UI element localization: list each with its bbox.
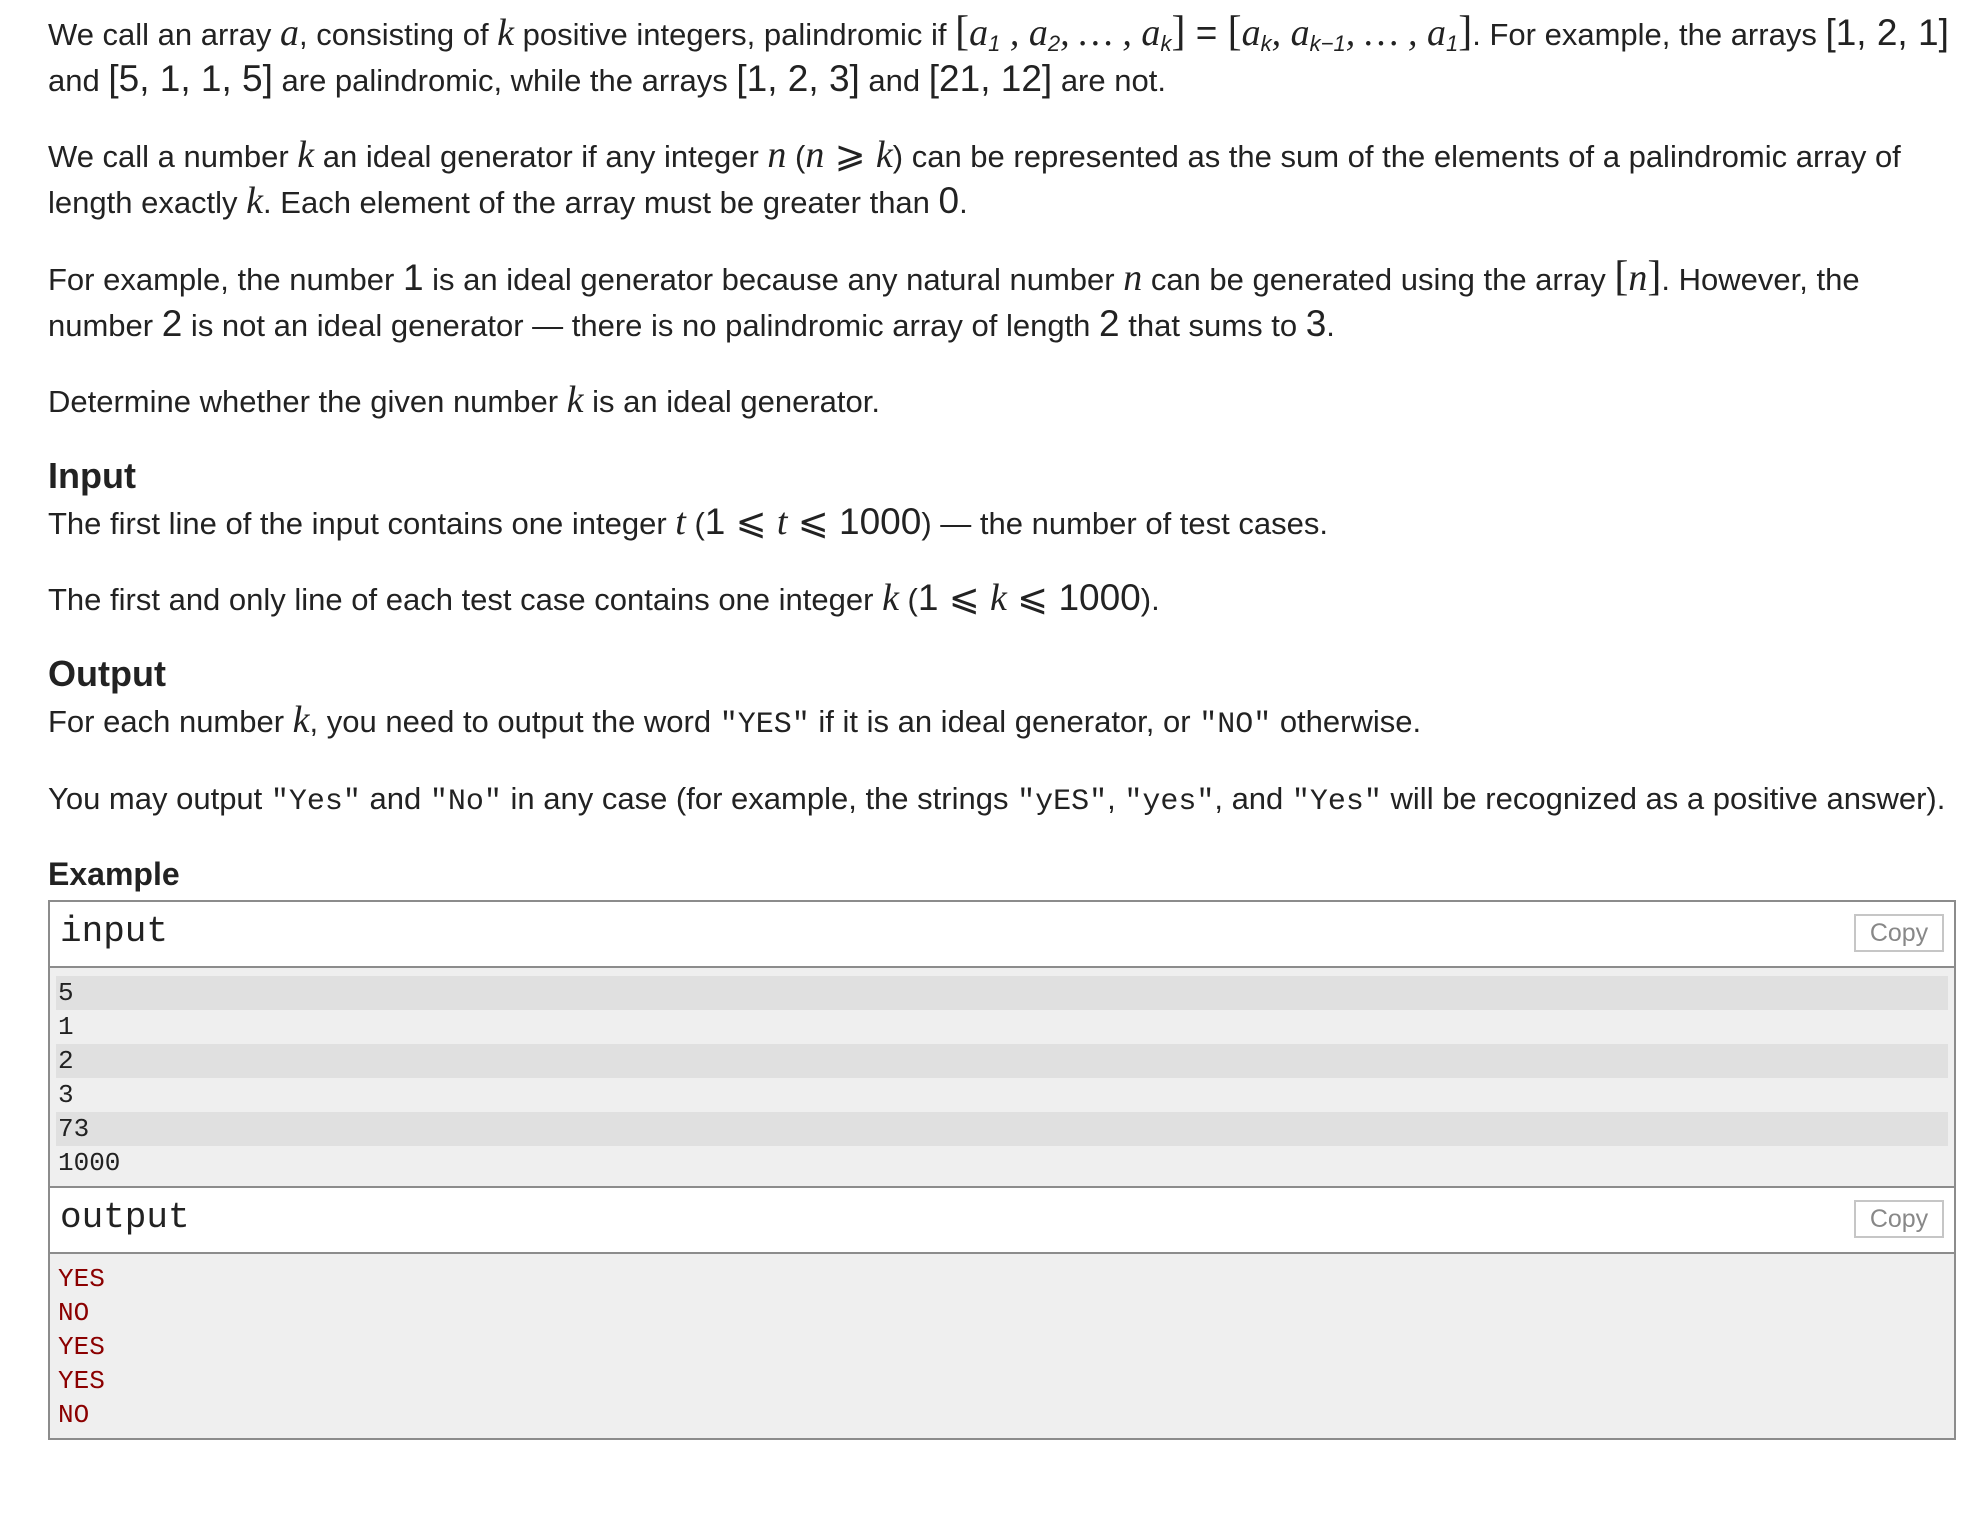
sample-output-line: YES xyxy=(58,1366,105,1396)
example-array-2: [5, 1, 1, 5] xyxy=(108,58,273,99)
sample-input-line: 2 xyxy=(56,1044,1948,1078)
statement-paragraph-4: Determine whether the given number k is an ideal generator. xyxy=(48,379,880,421)
sample-input-header xyxy=(50,902,1954,968)
sample-input-content xyxy=(50,968,1954,1186)
sample-input-line: 73 xyxy=(56,1112,1948,1146)
example-title: Example xyxy=(48,856,180,892)
sample-output-line: YES xyxy=(58,1264,105,1294)
input-paragraph-1: The first line of the input contains one integer t (1 ⩽ t ⩽ 1000) — the number of test cases. xyxy=(48,501,1328,543)
sample-output-header xyxy=(50,1188,1954,1254)
sample-output-label: output xyxy=(60,1197,190,1238)
problem-statement xyxy=(48,10,1960,1440)
statement-paragraph-2: We call a number k an ideal generator if any integer n (n ⩾ k) can be represented as the sum of the elements of a palindromic array of length exactly k. Each element of the array must be greater than 0. xyxy=(48,134,1901,222)
output-paragraph-2: You may output "Yes" and "No" in any case (for example, the strings "yES", "yes", and "Yes" will be recognized as a positive answer). xyxy=(48,781,1946,819)
output-paragraph-1: For each number k, you need to output the word "YES" if it is an ideal generator, or "NO" otherwise. xyxy=(48,699,1422,742)
sample-output-line: NO xyxy=(58,1400,90,1430)
output-section-title: Output xyxy=(48,653,166,694)
copy-input-button[interactable]: Copy xyxy=(1854,914,1944,952)
statement-paragraph-1: We call an array a, consisting of k positive integers, palindromic if [$a_1$ , $a_2$, … , $a_k] = [a_k$, $a_{k-1}$, … , $a_1$]. For example, the arrays [1, 2, 1] and [5, 1, 1, 5] are palindromic, while the arrays [1, 2, 3] and [21, 12] are not. xyxy=(48,9,1949,99)
example-array-4: [21, 12] xyxy=(928,58,1053,99)
sample-input-label: input xyxy=(60,911,169,952)
example-array-1: [1, 2, 1] xyxy=(1825,12,1949,53)
sample-input-line: 1 xyxy=(58,1012,74,1042)
example-array-3: [1, 2, 3] xyxy=(736,58,860,99)
sample-test xyxy=(48,900,1956,1440)
sample-input-line: 1000 xyxy=(58,1148,121,1178)
sample-output-line: NO xyxy=(58,1298,90,1328)
statement-paragraph-3: For example, the number 1 is an ideal generator because any natural number n can be generated using the array [n]. However, the number 2 is not an ideal generator — there is no palindromic array of length 2 that sums to 3. xyxy=(48,254,1860,344)
sample-output-line: YES xyxy=(58,1332,105,1362)
input-paragraph-2: The first and only line of each test case contains one integer k (1 ⩽ k ⩽ 1000). xyxy=(48,577,1160,619)
sample-output-content xyxy=(50,1254,1954,1438)
copy-output-button[interactable]: Copy xyxy=(1854,1200,1944,1238)
sample-input-line: 5 xyxy=(56,976,1948,1010)
sample-input-line: 3 xyxy=(58,1080,74,1110)
input-section-title: Input xyxy=(48,455,136,496)
